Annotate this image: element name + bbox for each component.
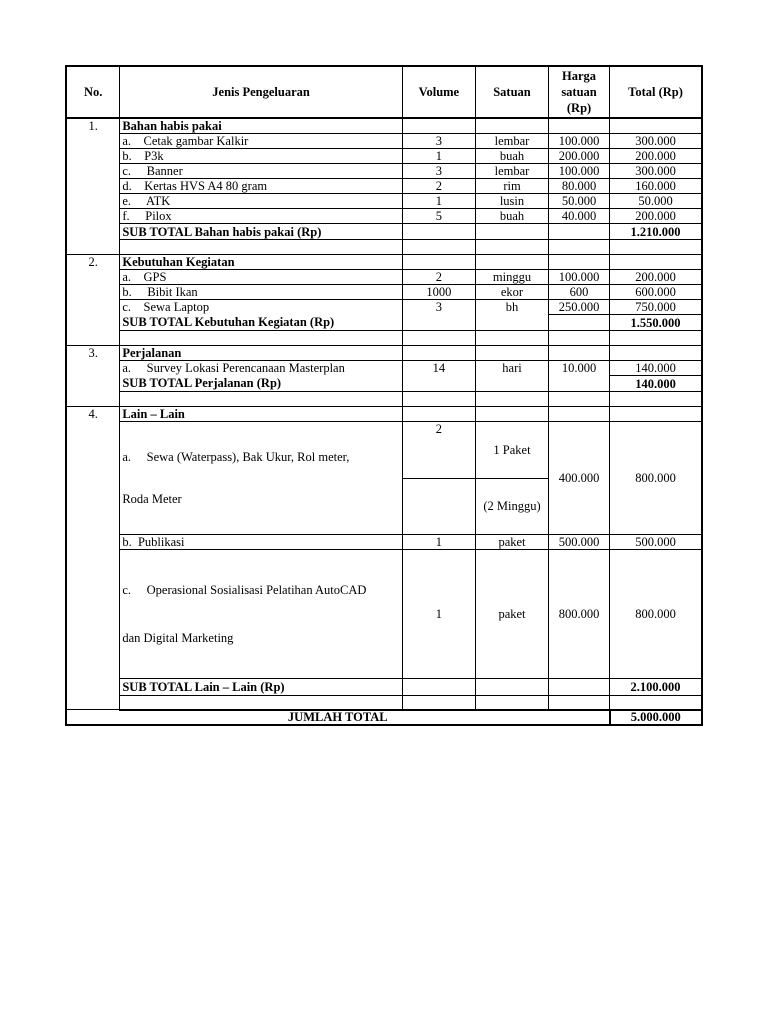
item-satuan: lembar bbox=[475, 164, 548, 179]
item-total: 140.000 bbox=[610, 361, 702, 376]
item-label-line1: a. Sewa (Waterpass), Bak Ukur, Rol meter, bbox=[122, 450, 350, 464]
item-total: 300.000 bbox=[610, 164, 702, 179]
subtotal-value: 1.210.000 bbox=[610, 224, 702, 240]
item-volume: 1 bbox=[402, 194, 475, 209]
section-title: Kebutuhan Kegiatan bbox=[120, 255, 402, 270]
table-row bbox=[66, 300, 702, 315]
item-label-line2: Roda Meter bbox=[122, 492, 182, 506]
section-title: Perjalanan bbox=[120, 346, 402, 361]
item-satuan: paket bbox=[475, 535, 548, 550]
table-row bbox=[66, 149, 702, 164]
item-volume: 3 bbox=[402, 300, 475, 315]
item-label-line2: dan Digital Marketing bbox=[122, 631, 234, 645]
item-label: b. Bibit Ikan bbox=[120, 285, 402, 300]
item-volume: 3 bbox=[402, 164, 475, 179]
subtotal-row bbox=[66, 315, 702, 331]
item-volume: 1000 bbox=[402, 285, 475, 300]
spacer-row bbox=[66, 331, 702, 346]
table-row bbox=[66, 164, 702, 179]
subtotal-label: SUB TOTAL Lain – Lain (Rp) bbox=[120, 679, 402, 696]
grand-total-row bbox=[66, 710, 702, 726]
header-harga bbox=[549, 66, 610, 118]
subtotal-label: SUB TOTAL Bahan habis pakai (Rp) bbox=[120, 224, 402, 240]
item-satuan: bh bbox=[475, 300, 548, 315]
subtotal-row bbox=[66, 679, 702, 696]
header-jenis: Jenis Pengeluaran bbox=[120, 66, 402, 118]
spacer-row bbox=[66, 240, 702, 255]
item-volume: 14 bbox=[402, 361, 475, 376]
item-volume: 2 bbox=[402, 270, 475, 285]
item-volume: 5 bbox=[402, 209, 475, 224]
item-label bbox=[120, 550, 402, 679]
section-title: Lain – Lain bbox=[120, 407, 402, 422]
table-row bbox=[66, 134, 702, 149]
item-volume: 2 bbox=[402, 422, 475, 479]
section-title-row bbox=[66, 118, 702, 134]
section-title-row bbox=[66, 407, 702, 422]
item-volume: 2 bbox=[402, 179, 475, 194]
section-number: 1. bbox=[88, 119, 98, 133]
item-label: b. P3k bbox=[120, 149, 402, 164]
section-number: 3. bbox=[66, 346, 120, 407]
item-volume: 1 bbox=[402, 550, 475, 679]
item-satuan-line1: 1 Paket bbox=[475, 422, 548, 479]
grand-total-label: JUMLAH TOTAL bbox=[66, 710, 610, 726]
item-harga: 100.000 bbox=[549, 164, 610, 179]
item-label: b. Publikasi bbox=[120, 535, 402, 550]
item-total: 160.000 bbox=[610, 179, 702, 194]
item-harga: 10.000 bbox=[549, 361, 610, 376]
section-title-row bbox=[66, 346, 702, 361]
item-volume: 1 bbox=[402, 535, 475, 550]
table-row bbox=[66, 535, 702, 550]
item-satuan: buah bbox=[475, 209, 548, 224]
table-row bbox=[66, 270, 702, 285]
table-row bbox=[66, 550, 702, 679]
item-total: 200.000 bbox=[610, 270, 702, 285]
table-row bbox=[66, 422, 702, 479]
table-row bbox=[66, 209, 702, 224]
item-satuan: buah bbox=[475, 149, 548, 164]
item-harga: 80.000 bbox=[549, 179, 610, 194]
header-harga-line1: Harga bbox=[562, 69, 597, 83]
item-satuan: hari bbox=[475, 361, 548, 376]
item-label: a. GPS bbox=[120, 270, 402, 285]
table-header-row bbox=[66, 66, 702, 118]
item-harga: 250.000 bbox=[549, 300, 610, 315]
item-satuan: lusin bbox=[475, 194, 548, 209]
item-total: 200.000 bbox=[610, 149, 702, 164]
header-harga-line2: satuan bbox=[561, 85, 597, 99]
section-title-row bbox=[66, 255, 702, 270]
item-satuan: ekor bbox=[475, 285, 548, 300]
item-total: 300.000 bbox=[610, 134, 702, 149]
item-satuan: paket bbox=[475, 550, 548, 679]
item-total: 750.000 bbox=[610, 300, 702, 315]
table-row bbox=[66, 361, 702, 376]
subtotal-value: 2.100.000 bbox=[610, 679, 702, 696]
header-harga-line3: (Rp) bbox=[566, 101, 592, 115]
item-satuan: lembar bbox=[475, 134, 548, 149]
item-total: 800.000 bbox=[610, 422, 702, 535]
header-satuan: Satuan bbox=[475, 66, 548, 118]
item-label: a. Cetak gambar Kalkir bbox=[120, 134, 402, 149]
item-harga: 100.000 bbox=[549, 134, 610, 149]
item-harga: 800.000 bbox=[549, 550, 610, 679]
subtotal-value: 140.000 bbox=[610, 376, 702, 392]
item-label: e. ATK bbox=[120, 194, 402, 209]
item-label bbox=[120, 422, 402, 535]
item-total: 200.000 bbox=[610, 209, 702, 224]
subtotal-row bbox=[66, 376, 702, 392]
section-number: 4. bbox=[66, 407, 120, 710]
section-title: Bahan habis pakai bbox=[120, 118, 402, 134]
item-volume: 1 bbox=[402, 149, 475, 164]
spacer-row bbox=[66, 392, 702, 407]
item-satuan: minggu bbox=[475, 270, 548, 285]
subtotal-label: SUB TOTAL Perjalanan (Rp) bbox=[120, 376, 402, 392]
item-label-line1: c. Operasional Sosialisasi Pelatihan AutoCAD bbox=[122, 583, 367, 597]
table-row bbox=[66, 194, 702, 209]
item-harga: 40.000 bbox=[549, 209, 610, 224]
item-total: 50.000 bbox=[610, 194, 702, 209]
grand-total-value: 5.000.000 bbox=[610, 710, 702, 726]
item-label: c. Banner bbox=[120, 164, 402, 179]
subtotal-value: 1.550.000 bbox=[610, 315, 702, 331]
item-total: 500.000 bbox=[610, 535, 702, 550]
section-number: 2. bbox=[66, 255, 120, 346]
header-volume: Volume bbox=[402, 66, 475, 118]
item-harga: 50.000 bbox=[549, 194, 610, 209]
item-harga: 500.000 bbox=[549, 535, 610, 550]
budget-table bbox=[65, 65, 703, 726]
item-harga: 400.000 bbox=[549, 422, 610, 535]
item-label: f. Pilox bbox=[120, 209, 402, 224]
spacer-row bbox=[66, 696, 702, 710]
item-label: d. Kertas HVS A4 80 gram bbox=[120, 179, 402, 194]
item-volume: 3 bbox=[402, 134, 475, 149]
item-total: 800.000 bbox=[610, 550, 702, 679]
item-label: a. Survey Lokasi Perencanaan Masterplan bbox=[120, 361, 402, 376]
item-satuan: rim bbox=[475, 179, 548, 194]
item-harga: 100.000 bbox=[549, 270, 610, 285]
header-total: Total (Rp) bbox=[610, 66, 702, 118]
table-row bbox=[66, 285, 702, 300]
item-satuan-line2: (2 Minggu) bbox=[475, 478, 548, 535]
table-row bbox=[66, 179, 702, 194]
item-label: c. Sewa Laptop bbox=[120, 300, 402, 315]
subtotal-row bbox=[66, 224, 702, 240]
item-harga: 200.000 bbox=[549, 149, 610, 164]
header-no: No. bbox=[66, 66, 120, 118]
item-total: 600.000 bbox=[610, 285, 702, 300]
item-harga: 600 bbox=[549, 285, 610, 300]
subtotal-label: SUB TOTAL Kebutuhan Kegiatan (Rp) bbox=[120, 315, 402, 331]
